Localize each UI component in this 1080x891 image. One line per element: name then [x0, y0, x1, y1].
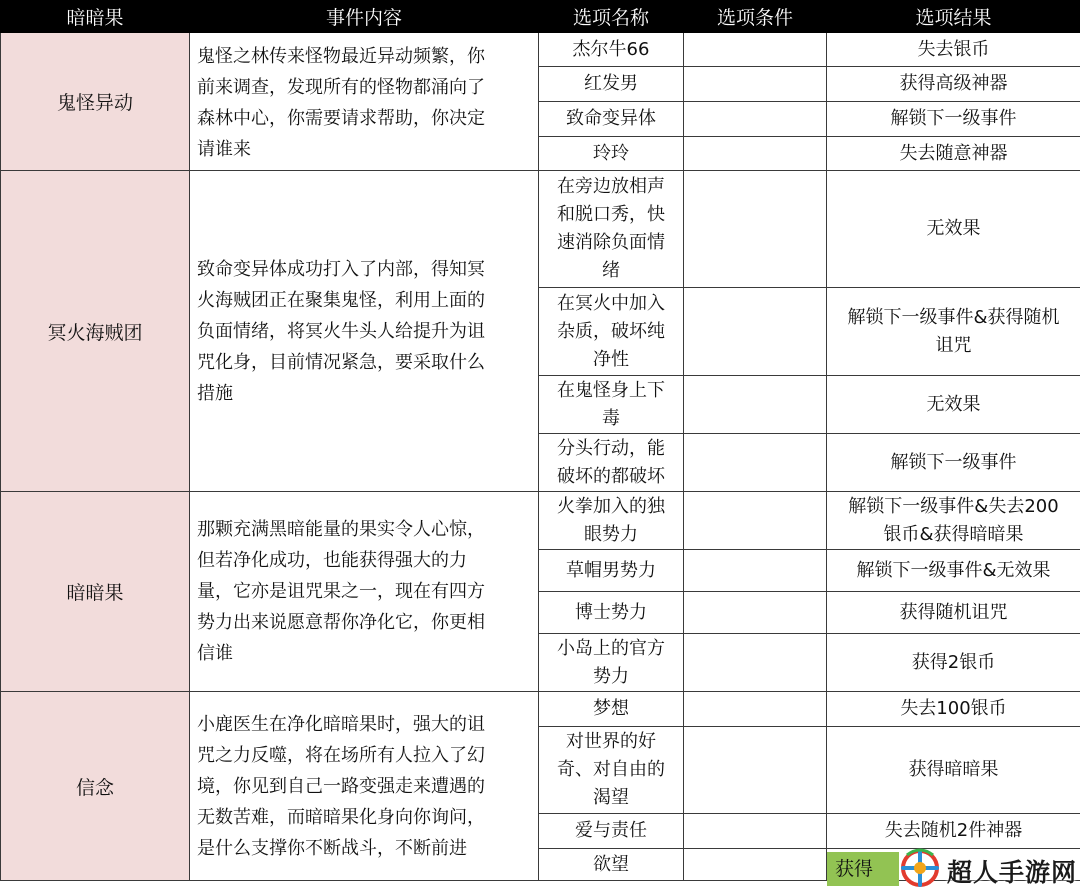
watermark-text: 超人手游网 [947, 853, 1077, 889]
option-condition [684, 67, 827, 102]
option-name: 分头行动，能 破坏的都破坏 [539, 434, 684, 492]
header-category: 暗暗果 [1, 1, 190, 33]
event-content: 那颗充满黑暗能量的果实令人心惊， 但若净化成功，也能获得强大的力 量，它亦是诅咒果之一，现在有四方 势力出来说愿意帮你净化它，你更相 信谁 [190, 492, 539, 692]
option-condition [684, 814, 827, 849]
option-condition [684, 434, 827, 492]
event-content: 致命变异体成功打入了内部，得知冥 火海贼团正在聚集鬼怪，利用上面的 负面情绪，将冥火牛头人给提升为诅 咒化身，目前情况紧急，要采取什么 措施 [190, 171, 539, 492]
event-category: 鬼怪异动 [1, 33, 190, 171]
option-name: 爱与责任 [539, 814, 684, 849]
event-category: 信念 [1, 692, 190, 881]
option-condition [684, 727, 827, 814]
option-result: 失去随机2件神器 [827, 814, 1080, 849]
option-result: 解锁下一级事件&失去200 银币&获得暗暗果 [827, 492, 1080, 550]
option-name: 对世界的好 奇、对自由的 渴望 [539, 727, 684, 814]
option-result: 无效果 [827, 376, 1080, 434]
option-condition [684, 102, 827, 137]
table-row [1, 33, 1080, 67]
watermark [827, 851, 1080, 887]
option-name: 草帽男势力 [539, 550, 684, 592]
site-logo-icon [895, 845, 945, 891]
table-row [1, 692, 1080, 727]
option-condition [684, 33, 827, 67]
option-result: 获得随机诅咒 [827, 592, 1080, 634]
partial-result-cell: 获得 [827, 852, 899, 886]
table-row [1, 171, 1080, 288]
option-condition [684, 171, 827, 288]
option-condition [684, 550, 827, 592]
option-condition [684, 592, 827, 634]
option-name: 欲望 [539, 849, 684, 881]
option-name: 红发男 [539, 67, 684, 102]
option-condition [684, 492, 827, 550]
option-name: 博士势力 [539, 592, 684, 634]
option-result: 失去100银币 [827, 692, 1080, 727]
option-name: 杰尔牛66 [539, 33, 684, 67]
header-content: 事件内容 [190, 1, 539, 33]
option-name: 玲玲 [539, 137, 684, 171]
header-option-name: 选项名称 [539, 1, 684, 33]
table-row [1, 492, 1080, 550]
header-option-condition: 选项条件 [684, 1, 827, 33]
option-condition [684, 692, 827, 727]
option-name: 在鬼怪身上下 毒 [539, 376, 684, 434]
option-name: 火拳加入的独 眼势力 [539, 492, 684, 550]
option-condition [684, 137, 827, 171]
option-name: 在旁边放相声 和脱口秀，快 速消除负面情 绪 [539, 171, 684, 288]
option-condition [684, 376, 827, 434]
option-result: 解锁下一级事件 [827, 102, 1080, 137]
option-result: 失去随意神器 [827, 137, 1080, 171]
option-result: 解锁下一级事件 [827, 434, 1080, 492]
option-result: 失去银币 [827, 33, 1080, 67]
option-result: 获得2银币 [827, 634, 1080, 692]
option-condition [684, 849, 827, 881]
event-content: 小鹿医生在净化暗暗果时，强大的诅 咒之力反噬，将在场所有人拉入了幻 境，你见到自己一路变强走来遭遇的 无数苦难，而暗暗果化身向你询问， 是什么支撑你不断战斗，不断前进 [190, 692, 539, 881]
header-row [1, 1, 1080, 33]
option-result: 解锁下一级事件&获得随机 诅咒 [827, 288, 1080, 376]
option-result: 获得高级神器 [827, 67, 1080, 102]
event-category: 暗暗果 [1, 492, 190, 692]
option-condition [684, 288, 827, 376]
option-result: 解锁下一级事件&无效果 [827, 550, 1080, 592]
option-name: 致命变异体 [539, 102, 684, 137]
option-condition [684, 634, 827, 692]
event-category: 冥火海贼团 [1, 171, 190, 492]
option-result: 获得暗暗果 [827, 727, 1080, 814]
option-name: 小岛上的官方 势力 [539, 634, 684, 692]
option-result: 无效果 [827, 171, 1080, 288]
header-option-result: 选项结果 [827, 1, 1080, 33]
option-name: 梦想 [539, 692, 684, 727]
event-content: 鬼怪之林传来怪物最近异动频繁，你 前来调查，发现所有的怪物都涌向了 森林中心，你需要请求帮助，你决定 请谁来 [190, 33, 539, 171]
option-name: 在冥火中加入 杂质，破坏纯 净性 [539, 288, 684, 376]
